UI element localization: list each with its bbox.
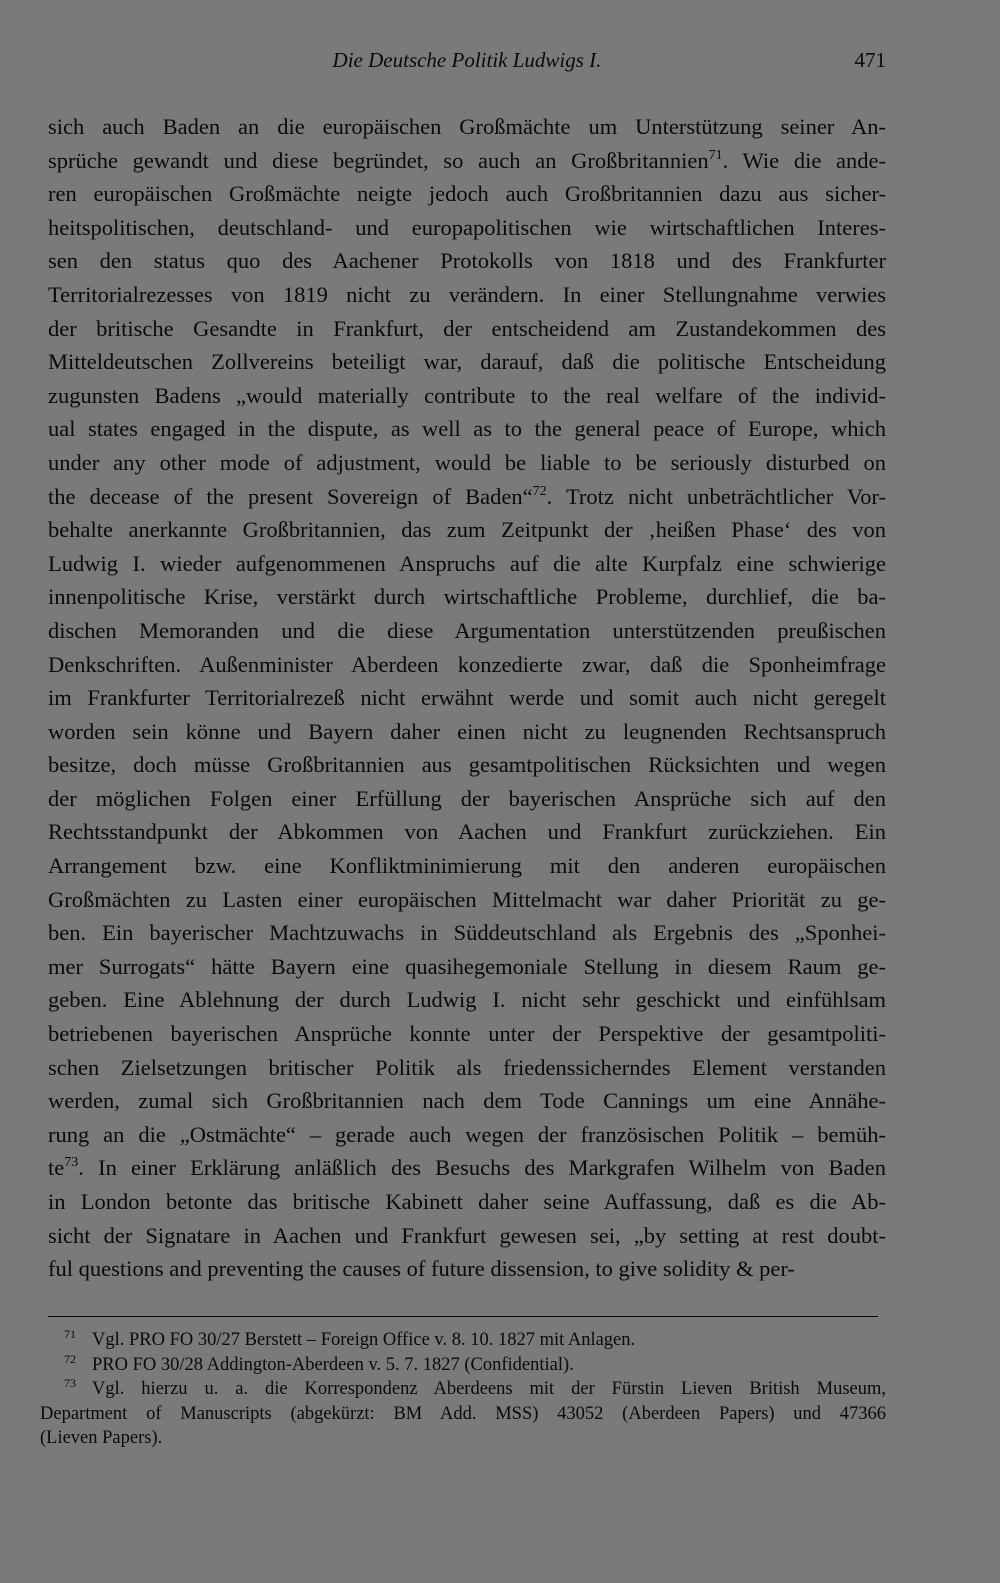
text-line: zugunsten Badens „would materially contribute to the real welfare of the individ- (48, 382, 886, 408)
text-line: der britische Gesandte in Frankfurt, der entscheidend am Zustandekommen des (48, 315, 886, 341)
footnote-divider (48, 1316, 878, 1317)
text-line: sich auch Baden an die europäischen Großmächte um Unterstützung seiner An- (48, 114, 886, 139)
text-line: heitspolitischen, deutschland- und europapolitischen wie wirtschaftlichen Interes- (48, 214, 886, 240)
text-line: $te^{73}$. In einer Erklärung anläßlich des Besuchs des Markgrafen Wilhelm von Baden (48, 1155, 886, 1181)
footnote-ref-71[interactable]: 71 (708, 147, 723, 163)
footnote-number: 73 (64, 1377, 76, 1391)
text-line: Denkschriften. Außenminister Aberdeen konzedierte zwar, daß die Sponheimfrage (48, 651, 886, 677)
footnote-text: Vgl. PRO FO 30/27 Berstett – Foreign Office v. 8. 10. 1827 mit Anlagen. (92, 1330, 636, 1350)
footnote-ref-72[interactable]: 72 (532, 483, 547, 499)
text-line: im Frankfurter Territorialrezeß nicht erwähnt werde und somit auch nicht geregelt (48, 685, 886, 711)
text-line: sprüche gewandt und diese begründet, so auch an Großbritannien$^{71}$. Wie die ande- (48, 147, 886, 173)
text-line: Großmächten zu Lasten einer europäischen Mittelmacht war daher Priorität zu ge- (48, 886, 886, 912)
footnotes (40, 1328, 886, 1451)
text-line: ful questions and preventing the causes of future dissension, to give solidity & per- (48, 1256, 795, 1282)
footnote-number: 72 (64, 1352, 76, 1366)
text-line: behalte anerkannte Großbritannien, das zum Zeitpunkt der ‚heißen Phase‘ des von (48, 517, 886, 543)
text-line: Rechtsstandpunkt der Abkommen von Aachen und Frankfurt zurückziehen. Ein (48, 819, 886, 845)
text-line: werden, zumal sich Großbritannien nach dem Tode Cannings um eine Annähe- (48, 1088, 886, 1114)
text-line: ben. Ein bayerischer Machtzuwachs in Süddeutschland als Ergebnis des „Sponhei- (48, 920, 886, 946)
text-line: der möglichen Folgen einer Erfüllung der bayerischen Ansprüche sich auf den (48, 785, 886, 811)
text-line: worden sein könne und Bayern daher einen nicht zu leugnenden Rechtsanspruch (48, 718, 886, 744)
text-line: mer Surrogats“ hätte Bayern eine quasihegemoniale Stellung in diesem Raum ge- (48, 953, 886, 979)
running-title: Die Deutsche Politik Ludwigs I. (332, 48, 602, 72)
footnote-ref-73[interactable]: 73 (64, 1155, 79, 1171)
text-line: in London betonte das britische Kabinett daher seine Auffassung, daß es die Ab- (48, 1189, 886, 1214)
footnote-71 (40, 1328, 886, 1353)
footnote-number: 71 (64, 1328, 76, 1341)
text-line: Arrangement bzw. eine Konfliktminimierung mit den anderen europäischen (48, 853, 886, 879)
text-line: dischen Memoranden und die diese Argumentation unterstützenden preußischen (48, 617, 886, 643)
text-line: ren europäischen Großmächte neigte jedoch auch Großbritannien dazu aus sicher- (48, 181, 886, 207)
main-text (48, 110, 886, 1286)
page-header (48, 48, 886, 78)
text-line: sen den status quo des Aachener Protokolls von 1818 und des Frankfurter (48, 248, 886, 274)
text-line: schen Zielsetzungen britischer Politik als friedenssicherndes Element verstanden (48, 1054, 886, 1080)
text-line: innenpolitische Krise, verstärkt durch wirtschaftliche Probleme, durchlief, die ba- (48, 584, 886, 610)
text-line: rung an die „Ostmächte“ – gerade auch wegen der französischen Politik – bemüh- (48, 1121, 886, 1147)
text-line: Ludwig I. wieder aufgenommenen Anspruchs auf die alte Kurpfalz eine schwierige (48, 550, 886, 576)
footnote-73-continued: (Lieven Papers). (40, 1428, 163, 1449)
text-line: ual states engaged in the dispute, as well as to the general peace of Europe, which (48, 416, 886, 442)
footnote-72 (40, 1353, 886, 1378)
text-line: sicht der Signatare in Aachen und Frankfurt gewesen sei, „by setting at rest doubt- (48, 1222, 886, 1248)
text-line: under any other mode of adjustment, would be liable to be seriously disturbed on (48, 449, 886, 475)
footnote-73 (40, 1377, 886, 1402)
footnote-text: Vgl. hierzu u. a. die Korrespondenz Aberdeens mit der Fürstin Lieven British Museum, (92, 1379, 886, 1400)
footnote-73-continued: Department of Manuscripts (abgekürzt: BM Add. MSS) 43052 (Aberdeen Papers) und 47366 (40, 1403, 886, 1424)
text-line: Mitteldeutschen Zollvereins beteiligt war, darauf, daß die politische Entscheidung (48, 349, 886, 375)
page-number: 471 (854, 48, 886, 72)
text-line: Territorialrezesses von 1819 nicht zu verändern. In einer Stellungnahme verwies (48, 281, 886, 307)
text-line: besitze, doch müsse Großbritannien aus gesamtpolitischen Rücksichten und wegen (48, 752, 886, 778)
text-line: geben. Eine Ablehnung der durch Ludwig I. nicht sehr geschickt und einfühlsam (48, 987, 886, 1013)
text-line: betriebenen bayerischen Ansprüche konnte unter der Perspektive der gesamtpoliti- (48, 1021, 886, 1047)
footnote-text: PRO FO 30/28 Addington-Aberdeen v. 5. 7. 1827 (Confidential). (92, 1354, 574, 1375)
text-line: the decease of the present Sovereign of Baden“$^{72}$. Trotz nicht unbeträchtlicher Vor- (48, 483, 886, 509)
